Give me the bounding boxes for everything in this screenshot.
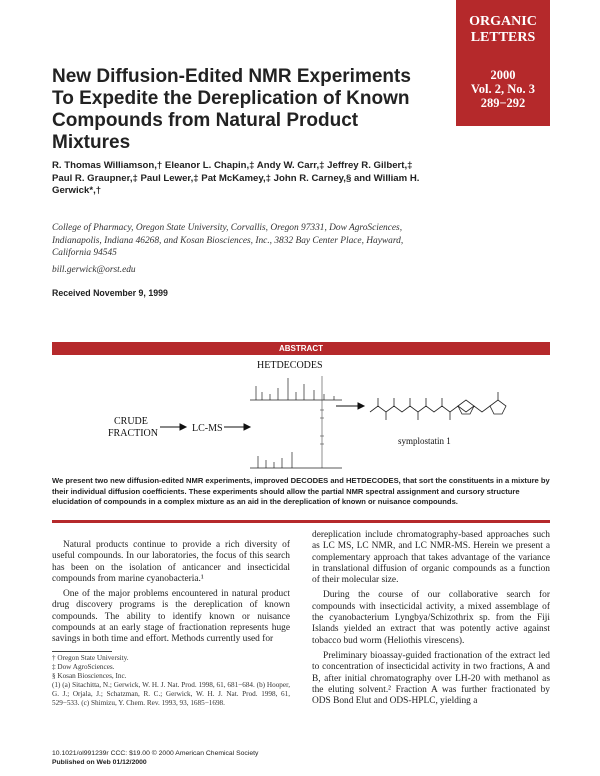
body-paragraph: Natural products continue to provide a rich diversity of useful compounds. In our laboratories, the focus of this search has been on the isolation of anticancer and insecticidal compounds from marine cyanobacteria.¹: [52, 540, 290, 584]
arrow-2: [224, 424, 250, 430]
body-column-left: [52, 540, 290, 646]
body-paragraph: During the course of our collaborative search for compounds with insecticidal activity, a mixed assemblage of the cyanobacterium Lyngbya/Schizothrix sp. from the Fiji Islands yielded an extract that was potently active against tobacco bud worm (Heliothis virescens).: [312, 590, 550, 646]
article-title: New Diffusion-Edited NMR Experiments To Expedite the Dereplication of Known Compounds from Natural Product Mixtures: [52, 66, 411, 153]
abstract-heading: ABSTRACT: [52, 342, 550, 355]
footnote-divider: [52, 651, 112, 652]
journal-badge: [456, 0, 550, 126]
footnote: (1) (a) Sitachitta, N.; Gerwick, W. H. J. Nat. Prod. 1998, 61, 681−684. (b) Hooper, G. J.; Orjala, J.; Schatzman, R. C.; Gerwick, W. H. J. Nat. Prod. 1998, 61, 529−533. (c) Shimizu, Y. Chem. Rev. 1993, 93, 1685−1698.: [52, 681, 290, 707]
published-line: Published on Web 01/12/2000: [52, 758, 147, 766]
abstract-divider: [52, 520, 550, 523]
hetdecodes-label: HETDECODES: [257, 360, 323, 371]
body-paragraph: dereplication include chromatography-based approaches such as LC MS, LC NMR, and LC NMR-MS. Herein we present a complementary approach that takes advantage of the variance in translational diffusion of organic compounds as a function of their molecular size.: [312, 530, 550, 586]
author-list: R. Thomas Williamson,† Eleanor L. Chapin,‡ Andy W. Carr,‡ Jeffrey R. Gilbert,‡ Paul R. Graupner,‡ Paul Lewer,‡ Pat McKamey,‡ John R. Carney,§ and William H. Gerwick*,†: [52, 160, 420, 196]
footnote: § Kosan Biosciences, Inc.: [52, 672, 127, 680]
lcms-label: LC-MS: [192, 423, 223, 434]
molecule-structure: [370, 392, 506, 420]
received-date: Received November 9, 1999: [52, 288, 168, 298]
contact-email[interactable]: bill.gerwick@orst.edu: [52, 265, 136, 275]
footnote: ‡ Dow AgroSciences.: [52, 663, 115, 671]
body-paragraph: Preliminary bioassay-guided fractionation of the extract led to concentration of insecticidal activity in two fractions, A and B, after initial chromatography over LH-20 with methanol as the eluting solvent.² Fraction A was further fractionated by ODS Bond Elut and ODS-HPLC, yielding a: [312, 650, 550, 707]
arrow-3: [336, 403, 364, 409]
journal-volume: Vol. 2, No. 3: [470, 82, 536, 96]
footnotes: [52, 654, 290, 708]
crude-label: CRUDE: [114, 416, 148, 427]
doi-line: 10.1021/ol991239r CCC: $19.00 © 2000 American Chemical Society: [52, 750, 259, 757]
arrow-1: [160, 424, 186, 430]
journal-pages: 289−292: [480, 96, 526, 110]
decodes-spectrum: [250, 452, 342, 468]
journal-year: 2000: [490, 68, 516, 82]
journal-name: ORGANIC LETTERS: [469, 14, 537, 45]
body-column-right: [312, 530, 550, 707]
axis-markers: [320, 376, 324, 468]
compound-label: symplostatin 1: [398, 436, 451, 446]
fraction-label: FRACTION: [108, 428, 159, 439]
body-paragraph: One of the major problems encountered in natural product drug discovery programs is the dereplication of known compounds. The ability to identify known or nuisance compounds at an early stage of fractionation represents huge savings in both time and effort. Methods currently used for: [52, 589, 290, 645]
page-footer: [52, 750, 352, 767]
hetdecodes-spectrum: [250, 378, 342, 400]
abstract-graphic: [52, 356, 550, 474]
abstract-text: We present two new diffusion-edited NMR experiments, improved DECODES and HETDECODES, that sort the constituents in a mixture by their individual diffusion coefficients. These experiments should allow the partial NMR spectral assignment and cursory structure elucidation of compounds in a complex mixture as an aid in the dereplication of known or nuisance compounds.: [52, 476, 550, 506]
footnote: † Oregon State University.: [52, 654, 129, 662]
affiliations: College of Pharmacy, Oregon State University, Corvallis, Oregon 97331, Dow AgroSciences, Indianapolis, Indiana 46268, and Kosan Biosciences, Inc., 3832 Bay Center Place, Hayward, California 94545: [52, 223, 404, 258]
